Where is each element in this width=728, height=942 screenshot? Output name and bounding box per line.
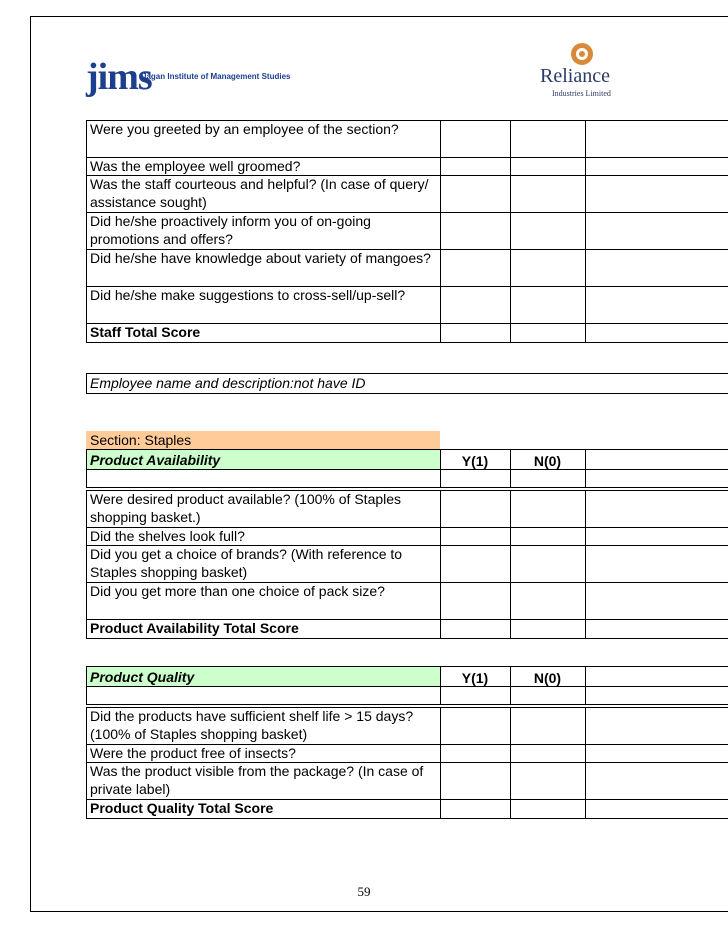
rule bbox=[86, 707, 87, 819]
question-row: Did the shelves look full? bbox=[90, 528, 245, 544]
page-number: 59 bbox=[357, 884, 371, 899]
question-row: Was the product visible from the package? (In case of private label) bbox=[90, 763, 424, 797]
rule bbox=[585, 120, 586, 343]
rule bbox=[440, 490, 441, 639]
rule bbox=[86, 666, 728, 667]
jims-logo-text: jims bbox=[86, 56, 152, 98]
rule bbox=[86, 449, 728, 450]
rule bbox=[585, 490, 586, 639]
rule bbox=[86, 469, 728, 470]
question-row: Did you get a choice of brands? (With reference to Staples shopping basket) bbox=[90, 546, 403, 580]
reliance-logo bbox=[540, 42, 640, 102]
rule bbox=[510, 490, 511, 639]
question-row: Did he/she have knowledge about variety of mangoes? bbox=[90, 250, 431, 266]
yes-column-header: Y(1) bbox=[461, 670, 489, 686]
rule bbox=[585, 666, 586, 705]
rule bbox=[86, 638, 728, 639]
question-row: Was the employee well groomed? bbox=[90, 158, 301, 174]
yes-column-header: Y(1) bbox=[461, 453, 489, 469]
no-column-header: N(0) bbox=[533, 453, 562, 469]
rule bbox=[86, 818, 728, 819]
reliance-logo-sub: Industries Limited bbox=[552, 89, 611, 98]
question-row: Was the staff courteous and helpful? (In case of query/ assistance sought) bbox=[90, 176, 429, 210]
question-row: Were the product free of insects? bbox=[90, 745, 296, 761]
rule bbox=[585, 449, 586, 488]
rule bbox=[440, 707, 441, 819]
rule bbox=[510, 707, 511, 819]
reliance-emblem-icon bbox=[562, 42, 602, 66]
section-label: Section: Staples bbox=[90, 432, 192, 448]
quality-title: Product Quality bbox=[90, 669, 195, 685]
rule bbox=[86, 120, 87, 343]
rule bbox=[86, 704, 728, 705]
rule bbox=[86, 490, 87, 639]
rule bbox=[585, 707, 586, 819]
question-row: Did he/she make suggestions to cross-sell/up-sell? bbox=[90, 287, 406, 303]
question-row: Were you greeted by an employee of the section? bbox=[90, 121, 399, 137]
availability-title: Product Availability bbox=[90, 452, 221, 468]
rule bbox=[86, 487, 728, 488]
rule bbox=[86, 686, 728, 687]
question-row: Did you get more than one choice of pack size? bbox=[90, 583, 385, 599]
jims-logo bbox=[86, 42, 291, 98]
employee-note: Employee name and description:not have ID bbox=[90, 375, 366, 391]
rule bbox=[510, 120, 511, 343]
no-column-header: N(0) bbox=[533, 670, 562, 686]
reliance-logo-text: Reliance bbox=[540, 65, 610, 87]
jims-logo-caption: Jagan Institute of Management Studies bbox=[142, 72, 291, 81]
quality-total-row: Product Quality Total Score bbox=[90, 800, 274, 816]
rule bbox=[86, 342, 728, 343]
question-row: Did the products have sufficient shelf life > 15 days? (100% of Staples shopping basket) bbox=[90, 708, 414, 742]
rule bbox=[440, 120, 441, 343]
availability-total-row: Product Availability Total Score bbox=[90, 620, 299, 636]
question-row: Were desired product available? (100% of Staples shopping basket.) bbox=[90, 491, 402, 525]
staff-total-row: Staff Total Score bbox=[90, 324, 201, 340]
question-row: Did he/she proactively inform you of on-going promotions and offers? bbox=[90, 213, 371, 247]
